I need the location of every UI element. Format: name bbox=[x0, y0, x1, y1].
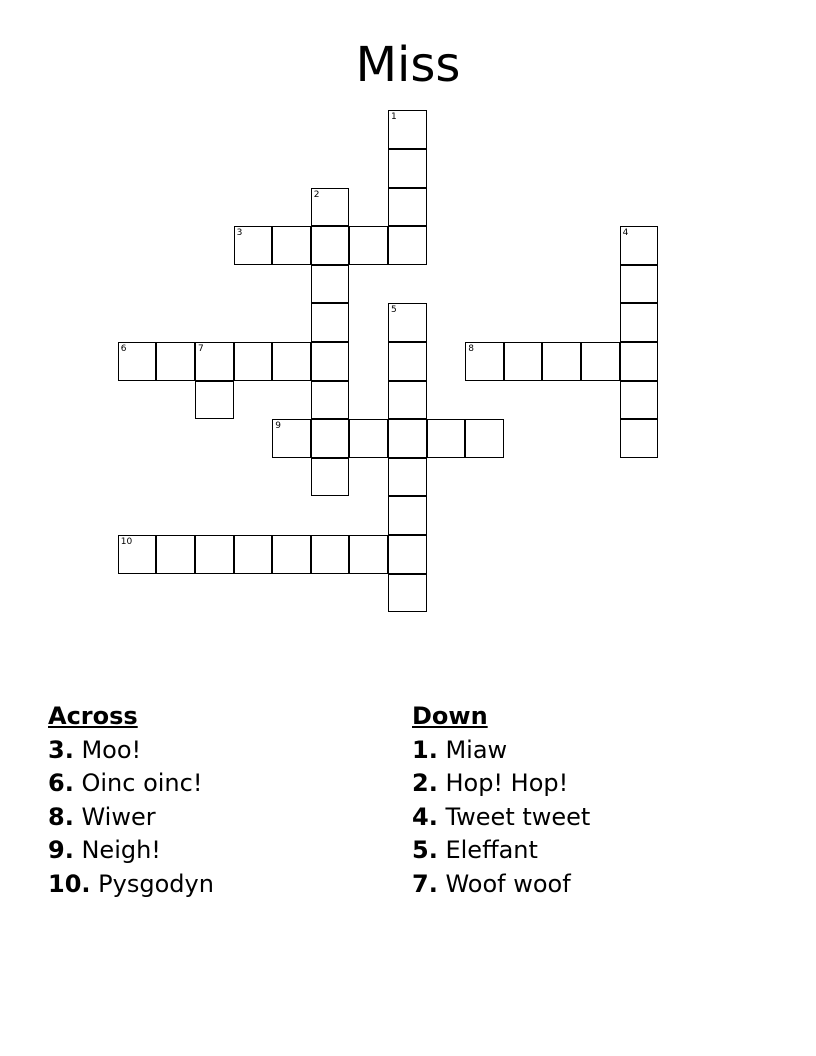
clue-text: Woof woof bbox=[445, 869, 571, 898]
grid-cell[interactable] bbox=[349, 226, 388, 265]
grid-cell[interactable] bbox=[388, 110, 427, 149]
grid-cell[interactable] bbox=[156, 535, 195, 574]
clue-text: Tweet tweet bbox=[445, 802, 591, 831]
clue-text: Miaw bbox=[445, 735, 508, 764]
clue-across-10 bbox=[48, 868, 214, 902]
grid-cell[interactable] bbox=[272, 226, 311, 265]
grid-cell[interactable] bbox=[311, 419, 350, 458]
clue-number: 3. bbox=[48, 735, 74, 764]
clue-number: 10. bbox=[48, 869, 91, 898]
grid-cell[interactable] bbox=[620, 381, 659, 420]
clue-text: Oinc oinc! bbox=[81, 769, 203, 798]
across-heading: Across bbox=[48, 702, 138, 730]
clue-across-9 bbox=[48, 834, 214, 868]
clue-down-5 bbox=[412, 834, 590, 868]
clue-text: Wiwer bbox=[81, 802, 156, 831]
grid-cell[interactable] bbox=[427, 419, 466, 458]
grid-cell[interactable] bbox=[388, 149, 427, 188]
grid-cell[interactable] bbox=[311, 342, 350, 381]
grid-cell[interactable] bbox=[349, 419, 388, 458]
down-heading: Down bbox=[412, 702, 488, 730]
cell-number: 7 bbox=[198, 344, 204, 354]
clue-number: 6. bbox=[48, 769, 74, 798]
grid-cell[interactable] bbox=[156, 342, 195, 381]
grid-cell[interactable] bbox=[388, 342, 427, 381]
grid-cell[interactable] bbox=[234, 342, 273, 381]
clue-text: Hop! Hop! bbox=[445, 769, 569, 798]
clue-number: 7. bbox=[412, 869, 438, 898]
clue-text: Moo! bbox=[81, 735, 142, 764]
cell-number: 3 bbox=[236, 228, 243, 239]
grid-cell[interactable] bbox=[311, 381, 350, 420]
grid-cell[interactable] bbox=[388, 381, 427, 420]
grid-cell[interactable] bbox=[311, 535, 350, 574]
cell-number: 2 bbox=[313, 189, 320, 200]
grid-cell[interactable] bbox=[465, 419, 504, 458]
grid-cell[interactable] bbox=[388, 303, 427, 342]
grid-cell[interactable] bbox=[311, 226, 350, 265]
grid-cell[interactable] bbox=[465, 342, 504, 381]
clue-number: 4. bbox=[412, 802, 438, 831]
grid-cell[interactable] bbox=[542, 342, 581, 381]
grid-cell[interactable] bbox=[234, 535, 273, 574]
grid-cell[interactable] bbox=[388, 188, 427, 227]
grid-cell[interactable] bbox=[311, 188, 350, 227]
clue-down-4 bbox=[412, 801, 590, 835]
cell-number: 6 bbox=[120, 344, 127, 354]
grid-cell[interactable] bbox=[620, 303, 659, 342]
clue-down-1 bbox=[412, 734, 590, 768]
clue-number: 8. bbox=[48, 802, 74, 831]
cell-number: 1 bbox=[391, 112, 397, 123]
clue-number: 9. bbox=[48, 836, 74, 865]
clue-text: Eleffant bbox=[445, 836, 538, 865]
page-title: Miss bbox=[355, 37, 461, 93]
clue-down-7 bbox=[412, 868, 590, 902]
clue-text: Neigh! bbox=[81, 836, 161, 865]
cell-number: 4 bbox=[622, 228, 629, 239]
grid-cell[interactable] bbox=[118, 535, 157, 574]
grid-cell[interactable] bbox=[388, 419, 427, 458]
grid-cell[interactable] bbox=[311, 265, 350, 304]
grid-cell[interactable] bbox=[311, 458, 350, 497]
clue-number: 1. bbox=[412, 735, 438, 764]
clue-down-2 bbox=[412, 767, 590, 801]
grid-cell[interactable] bbox=[234, 226, 273, 265]
grid-cell[interactable] bbox=[620, 419, 659, 458]
grid-cell[interactable] bbox=[620, 226, 659, 265]
grid-cell[interactable] bbox=[388, 226, 427, 265]
grid-cell[interactable] bbox=[195, 342, 234, 381]
grid-cell[interactable] bbox=[272, 535, 311, 574]
cell-number: 5 bbox=[391, 305, 397, 316]
grid-cell[interactable] bbox=[620, 265, 659, 304]
grid-cell[interactable] bbox=[349, 535, 388, 574]
grid-cell[interactable] bbox=[195, 381, 234, 420]
cell-number: 8 bbox=[468, 344, 474, 354]
clue-number: 2. bbox=[412, 769, 438, 798]
grid-cell[interactable] bbox=[620, 342, 659, 381]
grid-cell[interactable] bbox=[581, 342, 620, 381]
grid-cell[interactable] bbox=[311, 303, 350, 342]
grid-cell[interactable] bbox=[388, 574, 427, 613]
across-clues bbox=[48, 700, 214, 902]
clue-across-8 bbox=[48, 801, 214, 835]
clue-across-6 bbox=[48, 767, 214, 801]
grid-cell[interactable] bbox=[272, 342, 311, 381]
cell-number: 9 bbox=[275, 421, 281, 432]
grid-cell[interactable] bbox=[195, 535, 234, 574]
cell-number: 10 bbox=[120, 537, 133, 547]
grid-cell[interactable] bbox=[388, 535, 427, 574]
clue-across-3 bbox=[48, 734, 214, 768]
clue-text: Pysgodyn bbox=[98, 869, 214, 898]
grid-cell[interactable] bbox=[388, 458, 427, 497]
grid-cell[interactable] bbox=[504, 342, 543, 381]
grid-cell[interactable] bbox=[272, 419, 311, 458]
grid-cell[interactable] bbox=[118, 342, 157, 381]
grid-cell[interactable] bbox=[388, 496, 427, 535]
down-clues bbox=[412, 700, 590, 902]
clue-number: 5. bbox=[412, 836, 438, 865]
